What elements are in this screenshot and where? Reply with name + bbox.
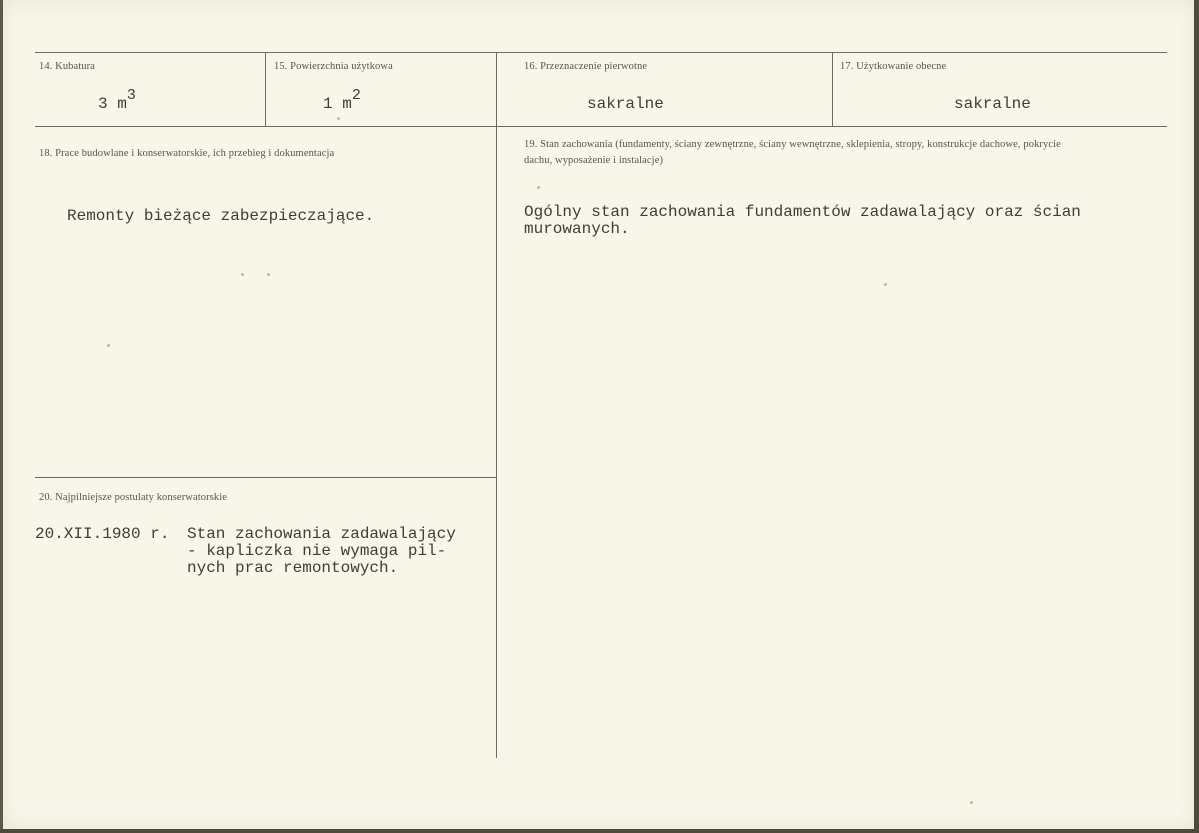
postulaty-label: 20. Najpilniejsze postulaty konserwatorskie <box>39 492 228 503</box>
prace-budowlane-value: Remonty bieżące zabezpieczające. <box>67 207 375 225</box>
uzytkowanie-label: 17. Użytkowanie obecne <box>840 61 947 72</box>
row1-bottom-rule <box>35 126 1167 127</box>
divider-16-17 <box>832 52 833 126</box>
paper-speck <box>267 273 270 276</box>
stan-zachowania-value-line1: Ogólny stan zachowania fundamentów zadawalający oraz ścian <box>524 203 1081 221</box>
paper-speck <box>884 283 887 286</box>
row-18-20-rule <box>35 477 496 478</box>
uzytkowanie-value: sakralne <box>954 95 1031 113</box>
paper-speck <box>537 186 540 189</box>
przeznaczenie-value: sakralne <box>587 95 664 113</box>
postulaty-line1: Stan zachowania zadawalający <box>187 525 456 543</box>
kubatura-label: 14. Kubatura <box>39 61 96 72</box>
card-edge-bottom <box>0 829 1199 833</box>
prace-budowlane-label: 18. Prace budowlane i konserwatorskie, ich przebieg i dokumentacja <box>39 148 335 159</box>
przeznaczenie-label: 16. Przeznaczenie pierwotne <box>524 61 648 72</box>
postulaty-line2: - kapliczka nie wymaga pil- <box>187 542 447 560</box>
card-edge-right <box>1194 0 1199 833</box>
powierzchnia-exponent: 2 <box>351 87 361 104</box>
main-vertical-divider <box>496 126 497 758</box>
powierzchnia-value: 1 m2 <box>323 87 361 113</box>
kubatura-value: 3 m3 <box>98 87 136 113</box>
divider-14-15 <box>265 52 266 126</box>
stan-zachowania-label: 19. Stan zachowania (fundamenty, ściany zewnętrzne, ściany wewnętrzne, sklepienia, stropy, konstrukcje dachowe, pokrycie dachu, wyposażenie i instalacje) <box>524 139 1061 166</box>
paper-speck <box>337 117 340 120</box>
top-rule <box>35 52 1167 53</box>
powierzchnia-label: 15. Powierzchnia użytkowa <box>274 61 393 72</box>
postulaty-date: 20.XII.1980 r. <box>35 525 170 543</box>
stan-zachowania-value-line2: murowanych. <box>524 220 630 238</box>
paper-speck <box>107 344 110 347</box>
paper-speck <box>241 273 244 276</box>
paper-speck <box>970 801 973 804</box>
registration-card <box>3 0 1194 829</box>
postulaty-line3: nych prac remontowych. <box>187 559 399 577</box>
kubatura-exponent: 3 <box>126 87 136 104</box>
divider-15-16 <box>496 52 497 126</box>
